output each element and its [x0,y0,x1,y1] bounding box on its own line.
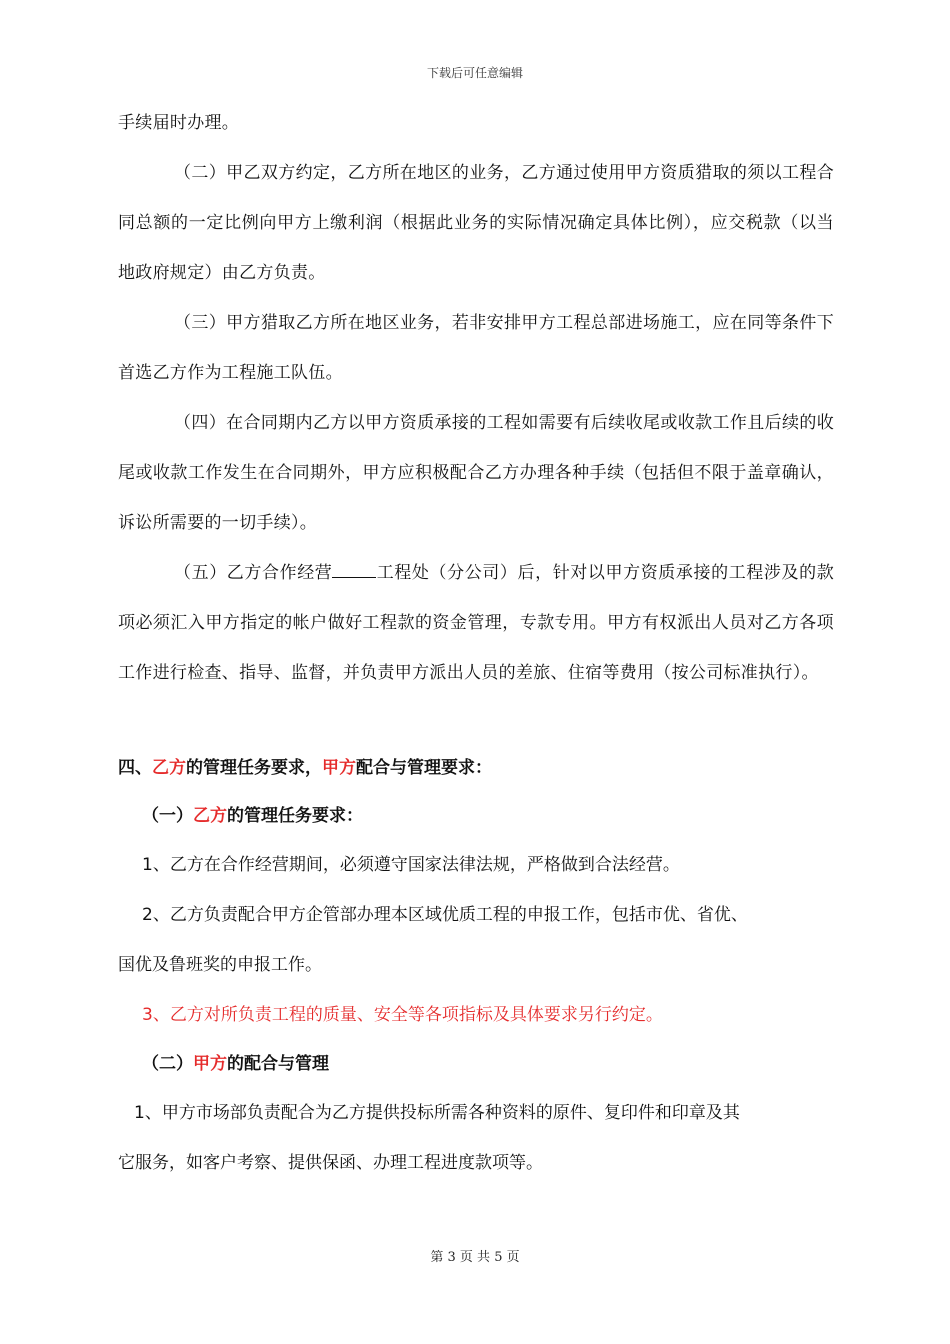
clause-4: （四）在合同期内乙方以甲方资质承接的工程如需要有后续收尾或收款工作且后续的收尾或收款工作发生在合同期外，甲方应积极配合乙方办理各种手续（包括但不限于盖章确认，诉讼所需要的一切手续）。 [118,413,834,533]
subsection-2-heading [118,1040,834,1088]
subsection-2-prefix: （二） [142,1054,193,1074]
fill-in-blank [332,563,376,578]
subsection-2-suffix: 的配合与管理 [227,1054,329,1074]
subsection-2-party: 甲方 [193,1054,227,1074]
paragraph-continuation: 手续届时办理。 [118,113,240,133]
subsection-2-item-1: 1、甲方市场部负责配合为乙方提供投标所需各种资料的原件、复印件和印章及其 [134,1103,740,1123]
subsection-2-item-1-cont: 它服务，如客户考察、提供保函、办理工程进度款项等。 [118,1153,543,1173]
section-4-mid: 的管理任务要求， [186,758,322,778]
section-4-suffix: 配合与管理要求： [356,758,492,778]
spacer [118,698,834,744]
section-4-prefix: 四、 [118,758,152,778]
subsection-1-item-1: 1、乙方在合作经营期间，必须遵守国家法律法规，严格做到合法经营。 [142,855,680,875]
page-header: 下载后可任意编辑 [426,66,523,80]
subsection-1-prefix: （一） [142,806,193,826]
clause-5 [118,548,834,698]
clause-5-start: （五）乙方合作经营 [174,563,333,583]
document-body [118,98,834,1188]
subsection-1-suffix: 的管理任务要求： [227,806,363,826]
page-footer: 第 3 页 共 5 页 [430,1250,520,1265]
party-a-label: 甲方 [322,758,356,778]
subsection-1-party: 乙方 [193,806,227,826]
subsection-1-item-2-cont: 国优及鲁班奖的申报工作。 [118,955,322,975]
subsection-1-item-2: 2、乙方负责配合甲方企管部办理本区域优质工程的申报工作，包括市优、省优、 [142,905,748,925]
clause-3: （三）甲方猎取乙方所在地区业务，若非安排甲方工程总部进场施工，应在同等条件下首选乙方作为工程施工队伍。 [118,313,834,383]
clause-5-rest: 工程处（分公司）后，针对以甲方资质承接的工程涉及的款项必须汇入甲方指定的帐户做好工程款的资金管理，专款专用。甲方有权派出人员对乙方各项工作进行检查、指导、监督，并负责甲方派出人员的差旅、住宿等费用（按公司标准执行）。 [118,563,834,683]
section-4-heading [118,744,834,792]
subsection-1-heading [118,792,834,840]
party-b-label: 乙方 [152,758,186,778]
subsection-1-item-3: 3、乙方对所负责工程的质量、安全等各项指标及具体要求另行约定。 [142,1005,663,1025]
clause-2: （二）甲乙双方约定，乙方所在地区的业务，乙方通过使用甲方资质猎取的须以工程合同总额的一定比例向甲方上缴利润（根据此业务的实际情况确定具体比例），应交税款（以当地政府规定）由乙方负责。 [118,163,834,283]
